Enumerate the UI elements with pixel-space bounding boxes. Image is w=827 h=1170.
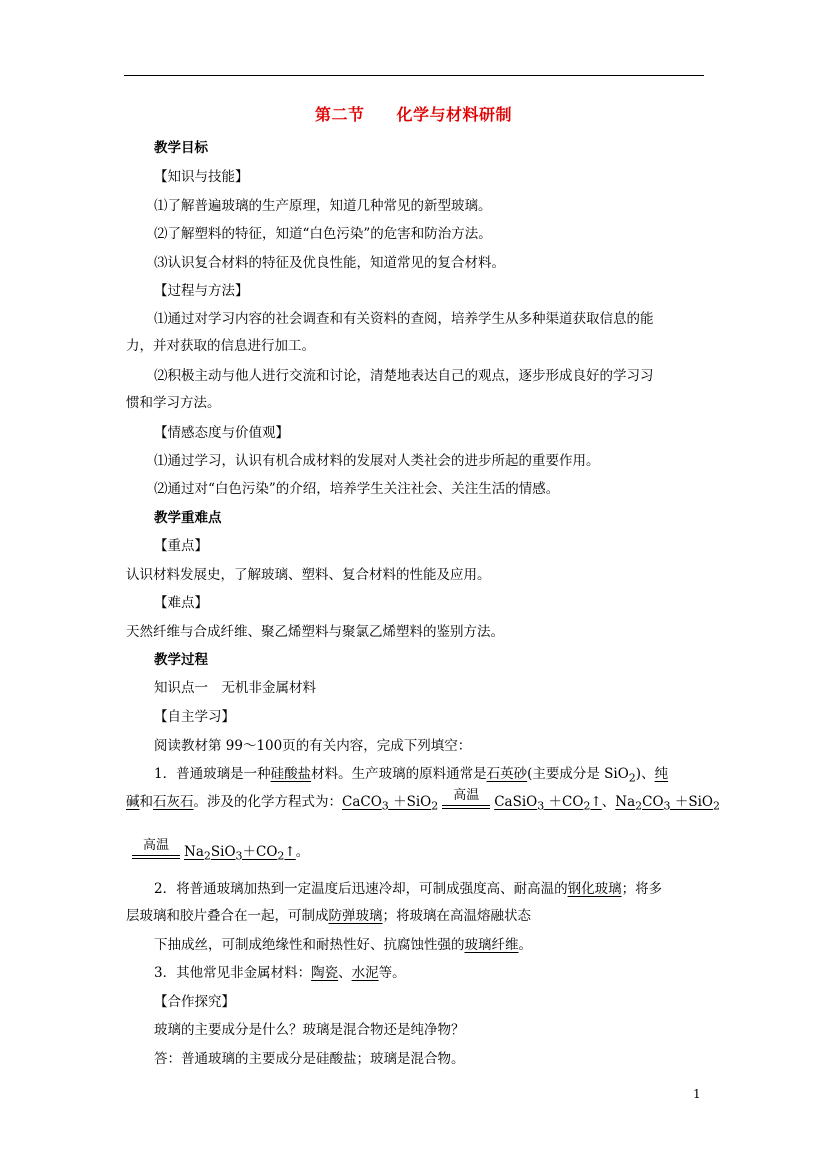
answer-blank: 石灰石 <box>153 794 194 810</box>
equation-reactants-1: CaCO$_3$ ＋SiO$_2$ <box>342 794 439 813</box>
inquiry-question: 玻璃的主要成分是什么？玻璃是混合物还是纯净物？ <box>154 1022 465 1038</box>
subheading-cooperation: 【合作探究】 <box>154 994 235 1010</box>
question-1-line-3: 高温 $Na_2SiO_3+CO_2↑$。 <box>126 842 309 867</box>
question-2-line-2: 层玻璃和胶片叠合在一起，可制成防弹玻璃；将玻璃在高温熔融状态 <box>126 908 531 924</box>
equation-products-2: $Na_2SiO_3+CO_2↑$ <box>184 844 296 863</box>
goal-item: ⑴了解普遍玻璃的生产原理，知道几种常见的新型玻璃。 <box>154 198 492 214</box>
header-rule <box>124 75 704 76</box>
answer-blank: 玻璃纤维 <box>464 937 519 953</box>
subheading-process: 【过程与方法】 <box>154 283 249 299</box>
equation-reactants-2: $Na_2CO_3 +SiO_2$ <box>615 794 720 813</box>
goal-item: ⑵通过对“白色污染”的介绍，培养学生关注社会、关注生活的情感。 <box>154 481 560 497</box>
goal-item-continued: 惯和学习方法。 <box>126 395 221 411</box>
focus-text: 认识材料发展史，了解玻璃、塑料、复合材料的性能及应用。 <box>126 567 491 583</box>
answer-blank: 防弹玻璃 <box>328 908 383 924</box>
difficulty-text: 天然纤维与合成纤维、聚乙烯塑料与聚氯乙烯塑料的鉴别方法。 <box>126 624 504 640</box>
equation-products-1: CaSiO$_3$ $+CO_2↑$ <box>494 794 602 813</box>
answer-blank: 石英砂 <box>486 766 528 782</box>
knowledge-point-title: 知识点一 无机非金属材料 <box>154 680 316 696</box>
question-1-line-1: 1．普通玻璃是一种硅酸盐材料。生产玻璃的原料通常是石英砂(主要成分是 SiO$_2$)、纯 <box>154 766 669 785</box>
question-2-line-1: 2．将普通玻璃加热到一定温度后迅速冷却，可制成强度高、耐高温的钢化玻璃；将多 <box>154 881 663 897</box>
reaction-condition-high-temp: 高温 <box>442 789 490 809</box>
subheading-attitude: 【情感态度与价值观】 <box>154 425 289 441</box>
question-2-line-3: 下抽成丝，可制成绝缘性和耐热性好、抗腐蚀性强的玻璃纤维。 <box>154 937 532 953</box>
answer-blank: 水泥 <box>351 965 379 981</box>
subheading-difficulty: 【难点】 <box>154 595 208 611</box>
heading-process: 教学过程 <box>154 652 208 668</box>
answer-blank: 陶瓷 <box>311 965 339 981</box>
reading-instruction: 阅读教材第 99～100页的有关内容，完成下列填空： <box>154 738 472 754</box>
title-topic: 化学与材料研制 <box>396 105 513 124</box>
goal-item: ⑴通过学习，认识有机合成材料的发展对人类社会的进步所起的重要作用。 <box>154 453 600 469</box>
answer-blank: 纯 <box>654 766 669 782</box>
answer-blank: 碱 <box>126 794 140 810</box>
goal-item: ⑶认识复合材料的特征及优良性能，知道常见的复合材料。 <box>154 255 505 271</box>
goal-item: ⑴通过对学习内容的社会调查和有关资料的查阅，培养学生从多种渠道获取信息的能 <box>154 311 654 327</box>
goal-item-continued: 力，并对获取的信息进行加工。 <box>126 338 315 354</box>
goal-item: ⑵了解塑料的特征，知道“白色污染”的危害和防治方法。 <box>154 226 492 242</box>
title-section: 第二节 <box>314 105 365 124</box>
goal-item: ⑵积极主动与他人进行交流和讨论，清楚地表达自己的观点，逐步形成良好的学习习 <box>154 368 654 384</box>
heading-key-points: 教学重难点 <box>154 510 222 526</box>
question-1-line-2: 碱和石灰石。涉及的化学方程式为：CaCO$_3$ ＋SiO$_2$ 高温 CaSiO$_3$ $+CO_2↑$、$Na_2CO_3 +SiO_2$ <box>126 787 720 813</box>
page-title <box>0 102 827 125</box>
answer-blank: 钢化玻璃 <box>567 881 622 897</box>
subheading-knowledge: 【知识与技能】 <box>154 169 249 185</box>
answer-blank: 硅酸盐 <box>270 766 312 782</box>
subheading-focus: 【重点】 <box>154 538 208 554</box>
page-number: 1 <box>693 1087 701 1101</box>
heading-teaching-goals: 教学目标 <box>154 140 208 156</box>
subheading-self-study: 【自主学习】 <box>154 709 235 725</box>
question-3: 3．其他常见非金属材料：陶瓷、水泥等。 <box>154 965 406 981</box>
reaction-condition-high-temp: 高温 <box>132 839 180 859</box>
inquiry-answer: 答：普通玻璃的主要成分是硅酸盐；玻璃是混合物。 <box>154 1051 465 1067</box>
